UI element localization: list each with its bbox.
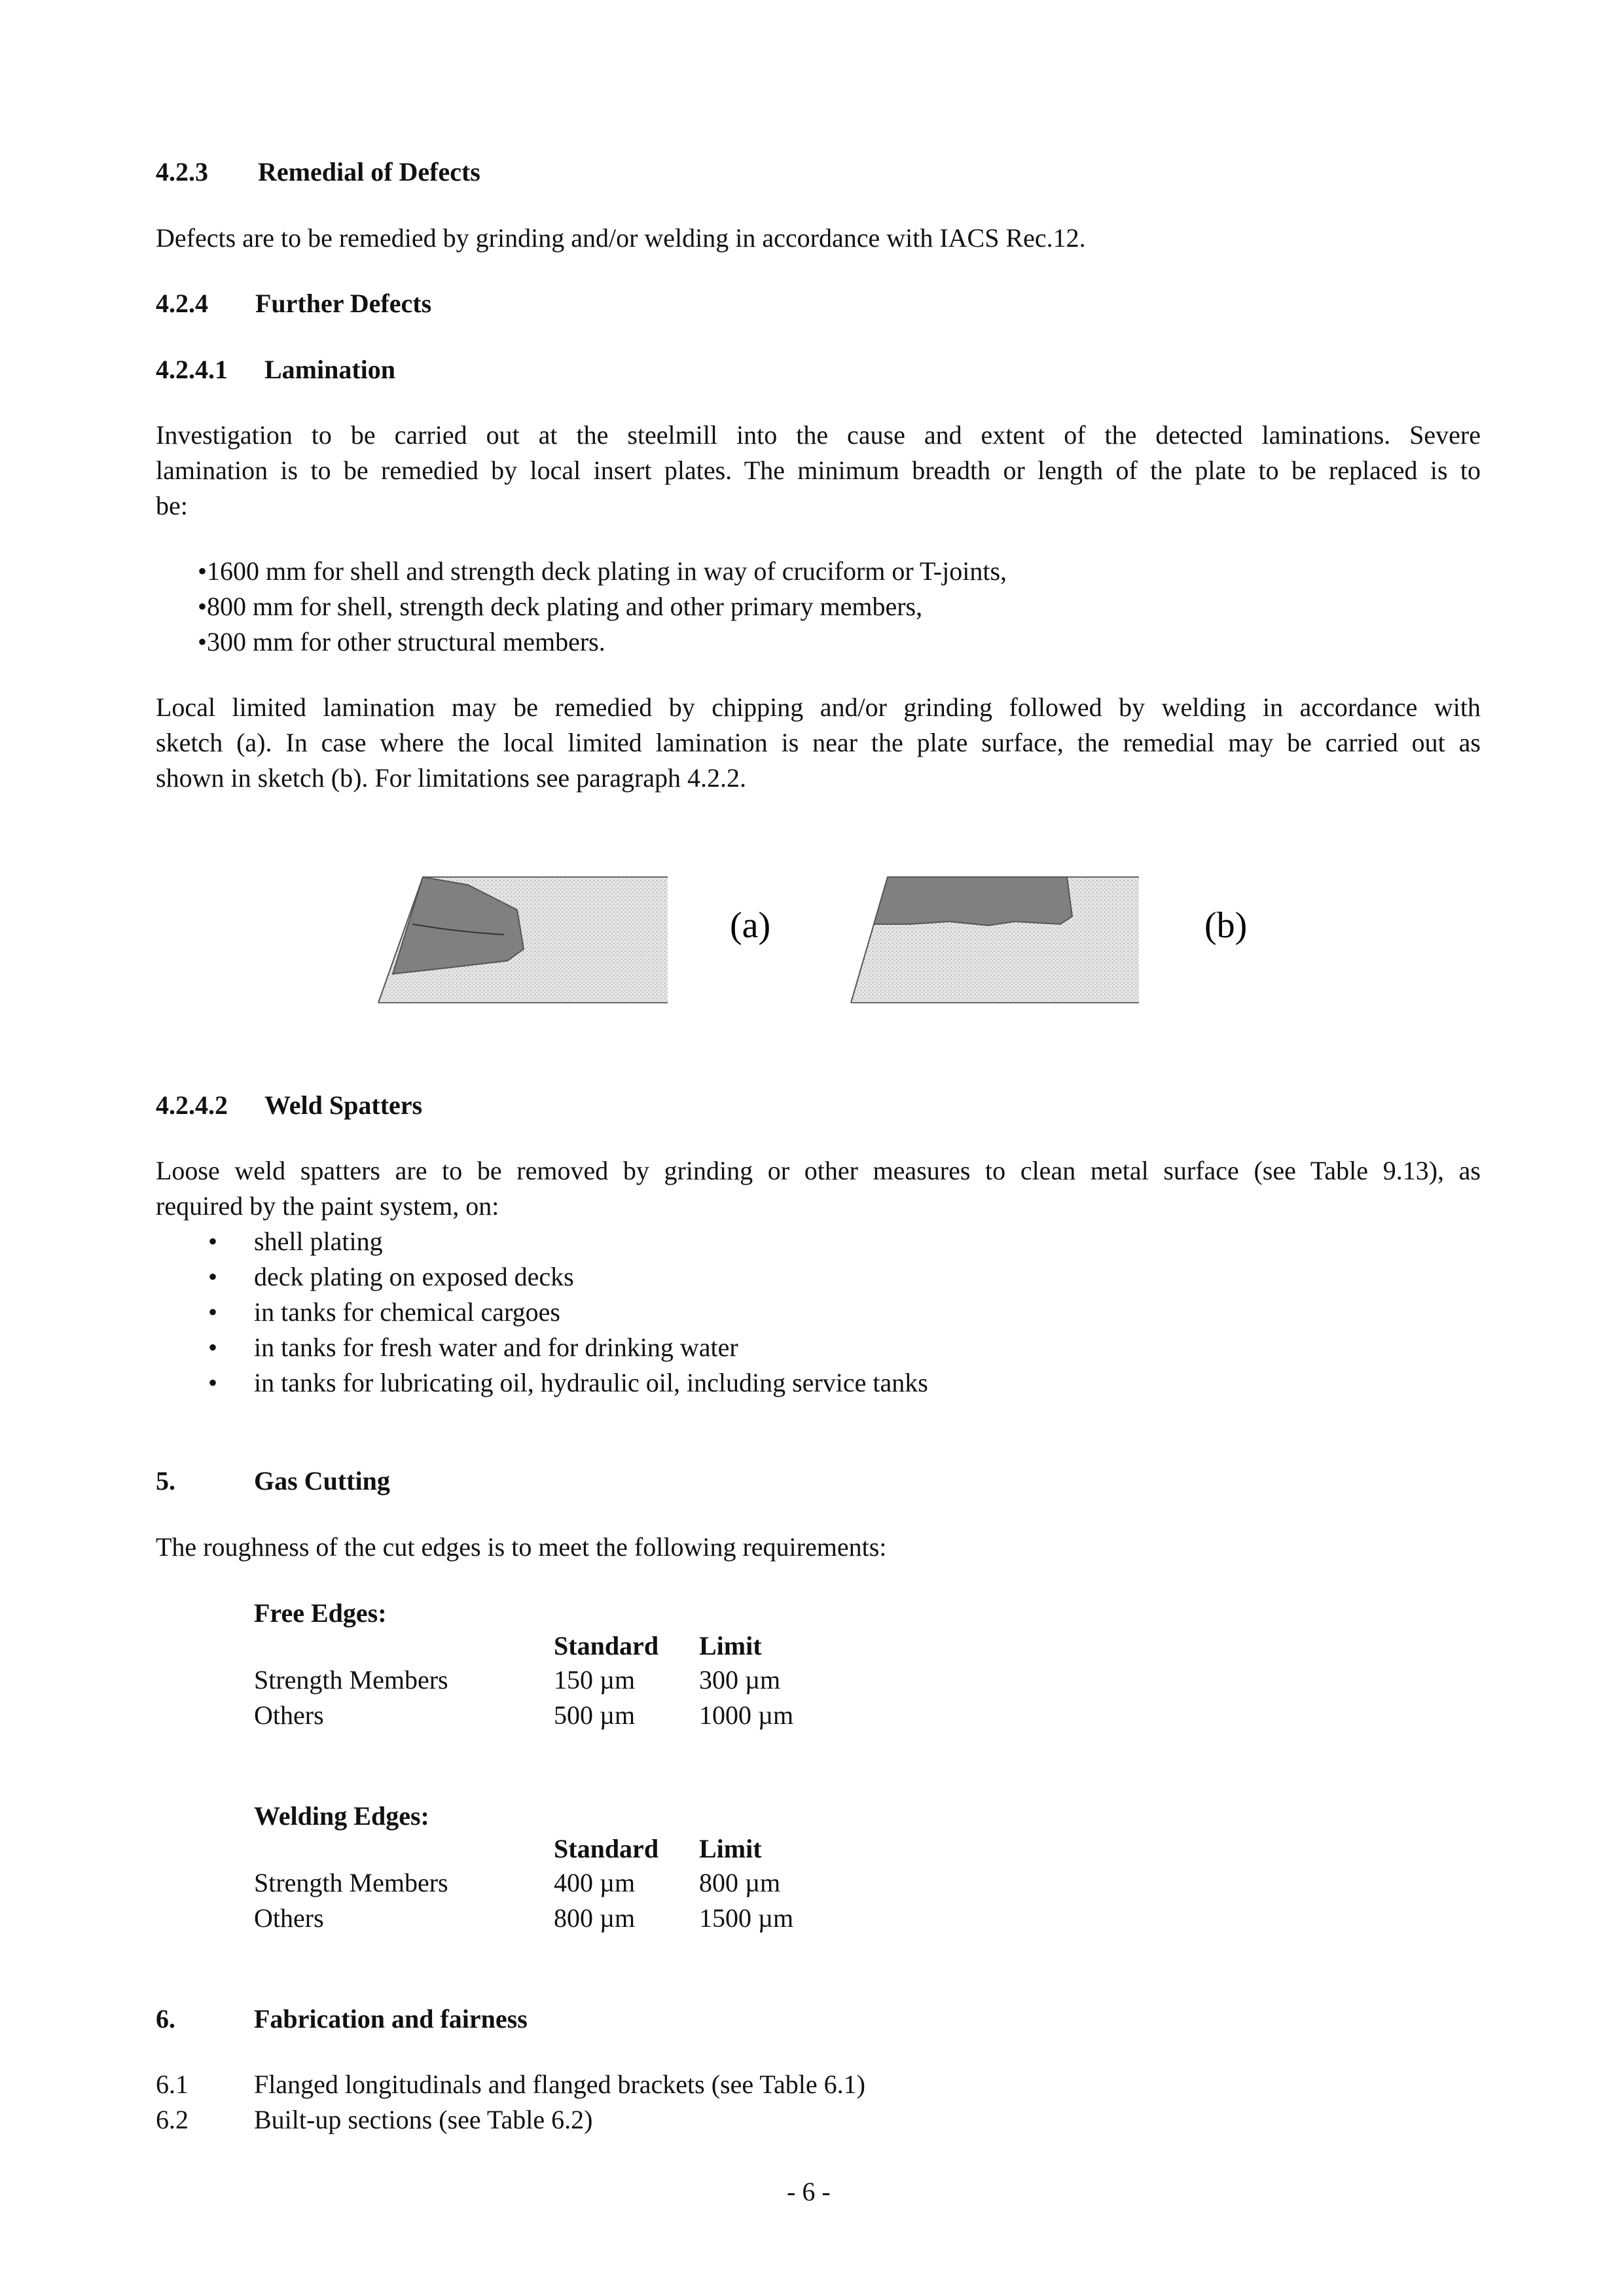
text-line: be: (156, 491, 188, 520)
table-cell-standard: 500 µm (554, 1700, 636, 1730)
section-title-remedial-of-defects: Remedial of Defects (258, 157, 480, 187)
section-title-gas-cutting: Gas Cutting (254, 1466, 390, 1496)
table-row-label: Strength Members (254, 1868, 448, 1897)
welding-edges-col-standard: Standard (554, 1834, 659, 1863)
text-line: Investigation to be carried out at the steelmill into the cause and extent of the detected laminations. Severe (156, 420, 1481, 450)
item-text-6-1: Flanged longitudinals and flanged brackets (see Table 6.1) (254, 2070, 865, 2099)
section-number-4-2-3: 4.2.3 (156, 157, 208, 187)
table-cell-standard: 150 µm (554, 1665, 636, 1695)
weld-spatters-paragraph (156, 1153, 1481, 1224)
list-item: • 1600 mm for shell and strength deck plating in way of cruciform or T-joints, (198, 554, 1007, 589)
bullet-marker (208, 1224, 217, 1259)
table-cell-standard: 400 µm (554, 1868, 636, 1897)
bullet-marker (208, 1259, 217, 1295)
list-item: • 300 mm for other structural members. (198, 624, 605, 660)
free-edges-col-standard: Standard (554, 1631, 659, 1660)
text-line: shown in sketch (b). For limitations see paragraph 4.2.2. (156, 763, 747, 793)
section-number-4-2-4-1: 4.2.4.1 (156, 355, 228, 384)
section-number-4-2-4: 4.2.4 (156, 289, 208, 318)
table-cell-limit: 800 µm (699, 1868, 781, 1897)
list-item: shell plating (254, 1227, 383, 1256)
bullet-marker (208, 1330, 217, 1365)
list-item: • 800 mm for shell, strength deck plating and other primary members, (198, 589, 922, 624)
text-line: required by the paint system, on: (156, 1191, 499, 1221)
table-row-label: Others (254, 1903, 324, 1933)
bullet-marker (208, 1295, 217, 1330)
remedial-text: Defects are to be remedied by grinding and/or welding in accordance with IACS Rec.12. (156, 223, 1086, 253)
item-text-6-2: Built-up sections (see Table 6.2) (254, 2105, 593, 2134)
gas-cutting-text: The roughness of the cut edges is to meet the following requirements: (156, 1532, 887, 1562)
table-cell-limit: 1000 µm (699, 1700, 794, 1730)
list-item: in tanks for fresh water and for drinking water (254, 1333, 738, 1362)
section-title-further-defects: Further Defects (255, 289, 432, 318)
sketch-b-label: (b) (1204, 905, 1248, 946)
section-number-5: 5. (156, 1466, 175, 1496)
welding-edges-title: Welding Edges: (254, 1801, 429, 1831)
item-number-6-2: 6.2 (156, 2105, 189, 2134)
sketch-a (378, 877, 770, 1003)
free-edges-title: Free Edges: (254, 1598, 387, 1628)
sketch-b (851, 877, 1247, 1003)
table-cell-limit: 1500 µm (699, 1903, 794, 1933)
lamination-paragraph (156, 418, 1481, 524)
list-item: deck plating on exposed decks (254, 1262, 574, 1291)
welding-edges-col-limit: Limit (699, 1834, 762, 1863)
page-number: - 6 - (787, 2177, 831, 2206)
lamination-repair-b (874, 877, 1072, 925)
item-number-6-1: 6.1 (156, 2070, 189, 2099)
section-title-weld-spatters: Weld Spatters (264, 1090, 423, 1120)
text-line: Local limited lamination may be remedied by chipping and/or grinding followed by welding in accordance with (156, 692, 1481, 722)
sketch-a-label: (a) (730, 905, 771, 946)
list-item: in tanks for chemical cargoes (254, 1297, 560, 1327)
section-number-4-2-4-2: 4.2.4.2 (156, 1090, 228, 1120)
lamination-sketches (373, 864, 1248, 1014)
list-item: in tanks for lubricating oil, hydraulic oil, including service tanks (254, 1368, 928, 1397)
table-cell-standard: 800 µm (554, 1903, 636, 1933)
local-lamination-paragraph (156, 690, 1481, 796)
table-cell-limit: 300 µm (699, 1665, 781, 1695)
text-line: sketch (a). In case where the local limited lamination is near the plate surface, the remedial may be carried out as (156, 728, 1481, 757)
section-title-lamination: Lamination (264, 355, 396, 384)
bullet-marker (208, 1365, 217, 1401)
section-title-fabrication: Fabrication and fairness (254, 2004, 528, 2034)
text-line: lamination is to be remedied by local insert plates. The minimum breadth or length of the plate to be replaced is to (156, 456, 1481, 485)
section-number-6: 6. (156, 2004, 175, 2034)
text-line: Loose weld spatters are to be removed by grinding or other measures to clean metal surface (see Table 9.13), as (156, 1156, 1481, 1185)
table-row-label: Strength Members (254, 1665, 448, 1695)
table-row-label: Others (254, 1700, 324, 1730)
free-edges-col-limit: Limit (699, 1631, 762, 1660)
